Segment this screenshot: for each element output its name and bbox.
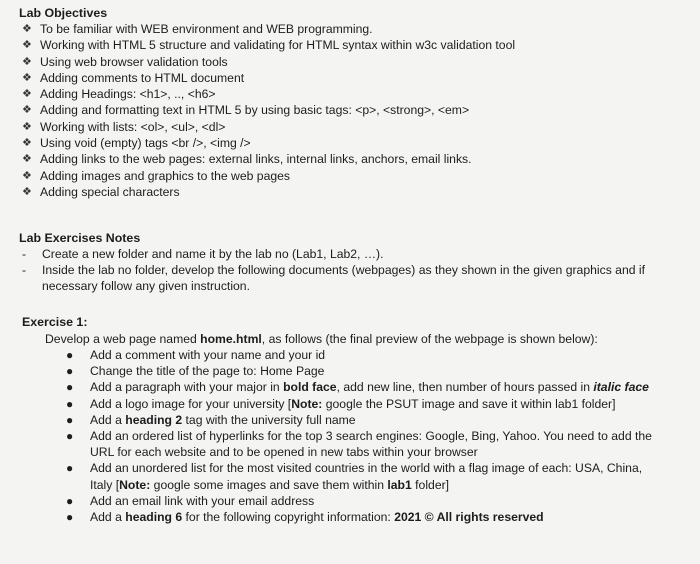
notes-list <box>22 246 692 295</box>
list-item: ● Change the title of the page to: Home Page <box>66 364 325 379</box>
diamond-bullet-icon: ❖ <box>22 120 32 133</box>
list-item: ● Add a paragraph with your major in bold face, add new line, then number of hours passed in italic face <box>66 380 649 395</box>
lab-objectives-title: Lab Objectives <box>19 6 108 20</box>
list-item: ● Add an ordered list of hyperlinks for the top 3 search engines: Google, Bing, Yahoo. You need to add the URL for each website and to be opened in new tabs within your browser <box>66 429 652 460</box>
list-item: ❖ Adding comments to HTML document <box>22 70 245 85</box>
diamond-bullet-icon: ❖ <box>22 88 32 101</box>
list-item: - Inside the lab no folder, develop the following documents (webpages) as they shown in the given graphics and if necessary follow any given instruction. <box>22 263 645 294</box>
list-item: ❖ Working with HTML 5 structure and validating for HTML syntax within w3c validation tool <box>22 38 516 53</box>
list-item: ● Add a logo image for your university [Note: google the PSUT image and save it within lab1 folder] <box>66 396 616 411</box>
exercise-title: Exercise 1: <box>22 315 88 329</box>
list-item: ● Add a heading 6 for the following copyright information: 2021 © All rights reserved <box>66 510 544 525</box>
lab-notes-title: Lab Exercises Notes <box>19 231 141 245</box>
dot-bullet-icon: ● <box>66 396 74 411</box>
diamond-bullet-icon: ❖ <box>22 23 32 35</box>
dot-bullet-icon: ● <box>66 412 74 427</box>
diamond-bullet-icon: ❖ <box>22 104 32 117</box>
dot-bullet-icon: ● <box>66 364 74 379</box>
dot-bullet-icon: ● <box>66 510 74 525</box>
diamond-bullet-icon: ❖ <box>22 169 32 182</box>
diamond-bullet-icon: ❖ <box>22 39 32 52</box>
list-item: ❖ Adding links to the web pages: external links, internal links, anchors, email links. <box>22 152 472 167</box>
dot-bullet-icon: ● <box>66 348 74 362</box>
task-list <box>66 347 666 525</box>
diamond-bullet-icon: ❖ <box>22 185 32 198</box>
list-item: ❖ Adding special characters <box>22 184 180 199</box>
list-item: ● Add an email link with your email address <box>66 493 315 508</box>
exercise-intro: Develop a web page named home.html, as follows (the final preview of the webpage is shown below): <box>45 332 598 346</box>
dot-bullet-icon: ● <box>66 461 74 476</box>
diamond-bullet-icon: ❖ <box>22 55 32 68</box>
list-item: ● Add a comment with your name and your id <box>66 348 326 362</box>
list-item: - Create a new folder and name it by the lab no (Lab1, Lab2, …). <box>22 247 384 261</box>
list-item: ❖ To be familiar with WEB environment and WEB programming. <box>22 22 373 36</box>
list-item: ❖ Using web browser validation tools <box>22 54 228 69</box>
diamond-bullet-icon: ❖ <box>22 71 32 84</box>
dash-bullet-icon: - <box>22 263 27 278</box>
list-item: ❖ Adding images and graphics to the web pages <box>22 168 291 183</box>
list-item: ❖ Using void (empty) tags <br />, <img /> <box>22 136 251 151</box>
diamond-bullet-icon: ❖ <box>22 137 32 150</box>
dash-bullet-icon: - <box>22 247 27 261</box>
list-item: ● Add an unordered list for the most visited countries in the world with a flag image of each: USA, China, Italy [Note: google some images and save them within lab1 folder] <box>66 461 643 492</box>
dot-bullet-icon: ● <box>66 493 74 508</box>
list-item: ● Add a heading 2 tag with the university full name <box>66 412 356 427</box>
list-item: ❖ Adding Headings: <h1>, .., <h6> <box>22 87 216 102</box>
list-item: ❖ Adding and formatting text in HTML 5 by using basic tags: <p>, <strong>, <em> <box>22 103 470 118</box>
dot-bullet-icon: ● <box>66 429 74 444</box>
dot-bullet-icon: ● <box>66 380 74 395</box>
objectives-list <box>22 21 515 200</box>
list-item: ❖ Working with lists: <ol>, <ul>, <dl> <box>22 119 226 134</box>
diamond-bullet-icon: ❖ <box>22 153 32 166</box>
